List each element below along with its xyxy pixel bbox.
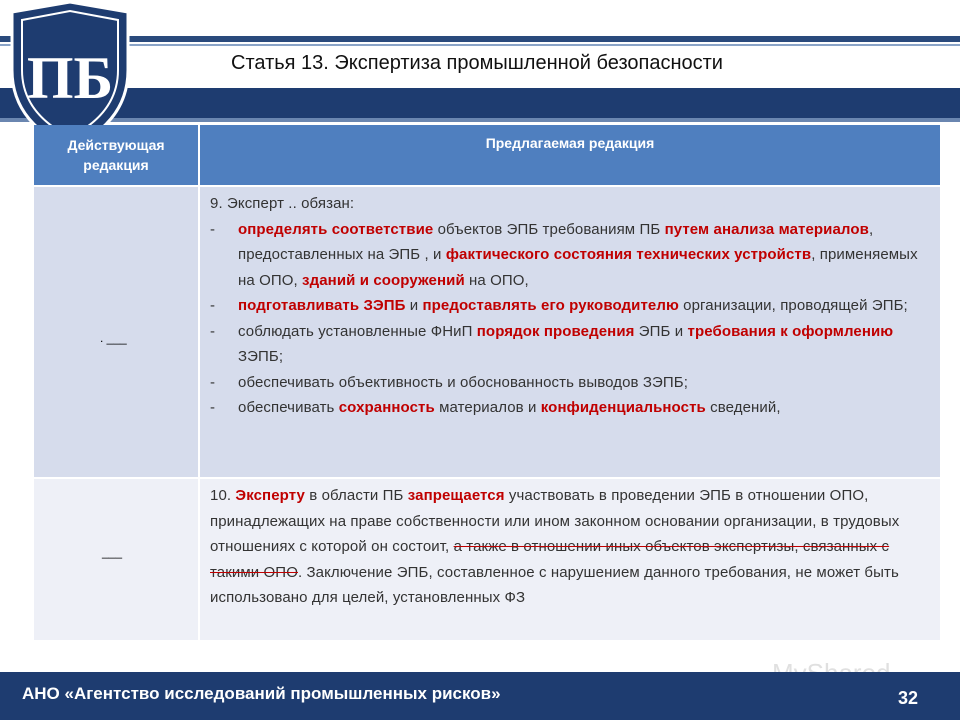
logo-text: ПБ — [26, 45, 114, 111]
row1-proposed-text — [210, 191, 932, 421]
row1-current-text: . ___ — [100, 331, 127, 345]
footer-org-name: АНО «Агентство исследований промышленных рисков» — [22, 684, 501, 703]
row1-item-2: - подготавливать ЗЭПБ и предоставлять его руководителю организации, проводящей ЭПБ; — [210, 297, 908, 314]
row1-item-5: - обеспечивать сохранность материалов и конфиденциальность сведений, — [210, 399, 781, 416]
header-stripe — [0, 36, 960, 42]
page-number: 32 — [898, 688, 919, 708]
title-underband — [0, 88, 960, 120]
row2-proposed-text: 10. Эксперту в области ПБ запрещается участвовать в проведении ЭПБ в отношении ОПО, принадлежащих на праве собственности или ином законном основании организации, в трудовых отношениях с которой он состоит, а также в отношении иных объектов экспертизы, связанных с такими ОПО. Заключение ЭПБ, составленное с нарушением данного требования, не может быть использовано для целей, установленных ФЗ — [210, 487, 900, 606]
footer-bar — [0, 672, 960, 720]
header-stripe-light — [0, 44, 960, 46]
slide-title: Статья 13. Экспертиза промышленной безопасности — [231, 52, 723, 74]
comparison-table — [34, 125, 940, 640]
title-underband-light — [0, 118, 960, 122]
row1-current-cell — [34, 187, 198, 477]
row1-item-1: - определять соответствие объектов ЭПБ требованиям ПБ путем анализа материалов, предоставленных на ЭПБ , и фактического состояния технических устройств, применяемых на ОПО, зданий и сооружений на ОПО, — [210, 220, 918, 289]
row1-item-4: - обеспечивать объективность и обоснованность выводов ЗЭПБ; — [210, 373, 688, 391]
header-current-edition: Действующая редакция — [34, 125, 198, 185]
header-proposed-edition: Предлагаемая редакция — [200, 125, 940, 185]
row1-intro: 9. Эксперт .. обязан: — [210, 195, 355, 212]
row1-proposed-cell — [200, 187, 940, 477]
row1-item-3: - соблюдать установленные ФНиП порядок проведения ЭПБ и требования к оформлению ЗЭПБ; — [210, 322, 894, 365]
struck-text: а также в отношении иных объектов экспертизы, связанных с такими ОПО — [210, 538, 890, 581]
row2-proposed-cell — [200, 479, 940, 640]
row2-current-text: ___ — [102, 545, 123, 559]
row2-current-cell — [34, 479, 198, 640]
